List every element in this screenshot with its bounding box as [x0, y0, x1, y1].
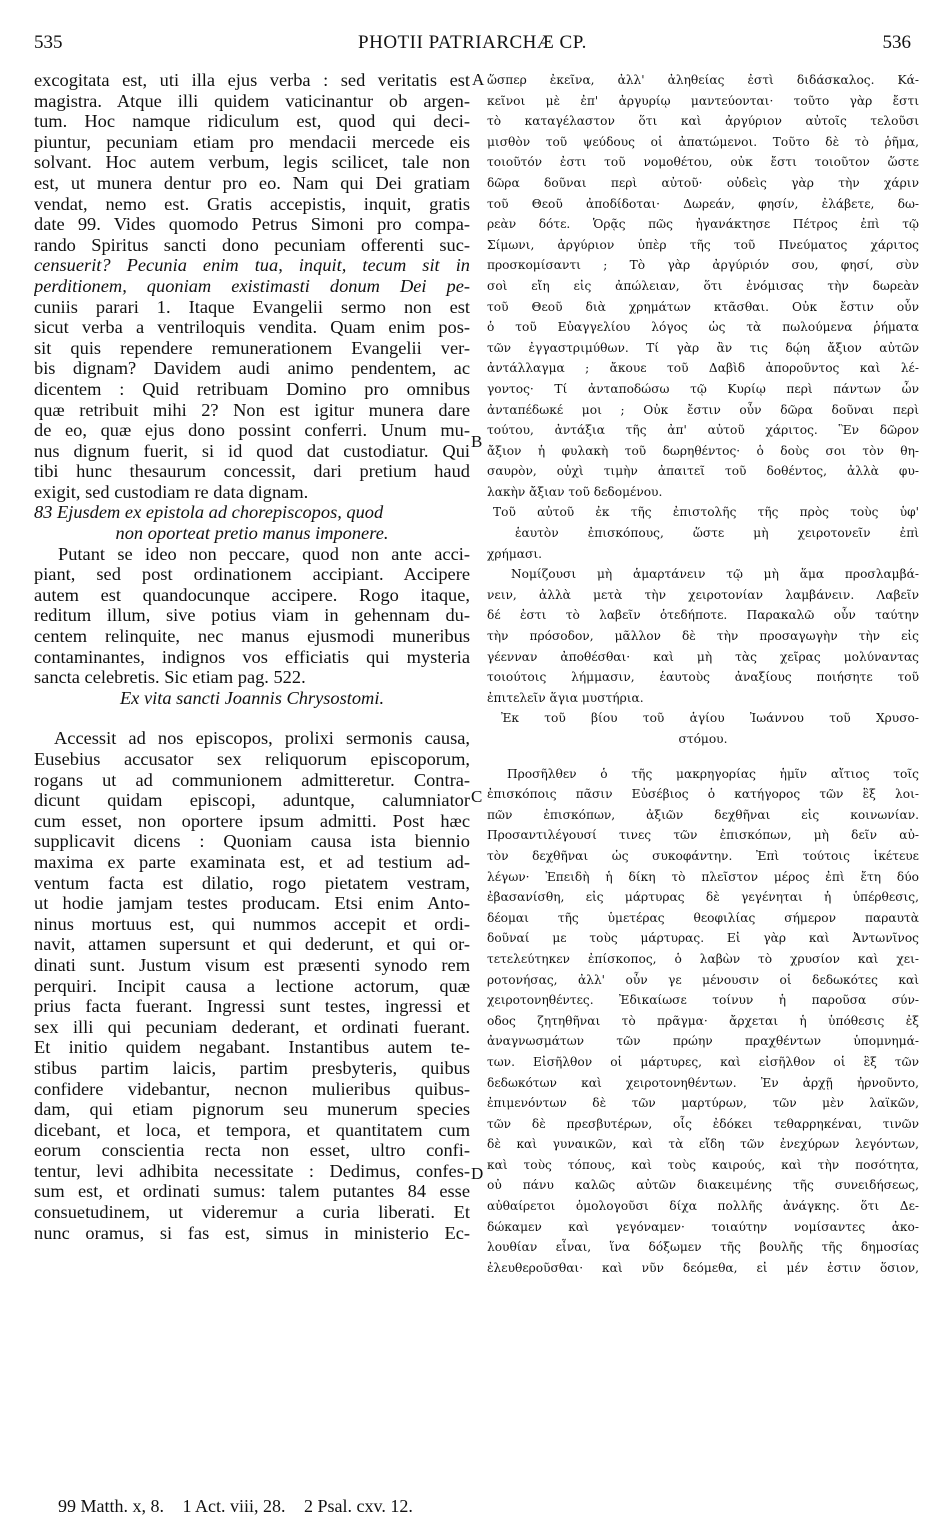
text-line: τῶν δὲ πρεσβυτέρων, οἷς ἐδόκει τεθαρρηκέναι, τινῶν: [487, 1116, 919, 1131]
margin-letter-b: B: [471, 432, 483, 451]
text-line: quæ retribuit mihi 2? Non est igitur munera dare: [34, 399, 470, 420]
text-line: solvant. Hoc autem verbum, legis scilicet, tale non: [34, 152, 470, 173]
text-line: δοῦναί με τοὺς μάρτυρας. Εἰ γὰρ καὶ Ἀντωνῖνος: [487, 931, 919, 946]
text-line: τοῦ Θεοῦ διὰ χρημάτων κτᾶσθαι. Οὐκ ἔστιν οὖν: [487, 299, 919, 314]
margin-letter-c: C: [471, 787, 483, 806]
greek-column: [487, 70, 919, 1278]
text-line: vendat, nemo est. Gratis accepistis, inquit, gratis: [34, 193, 470, 214]
latin-paragraph-3: [34, 728, 470, 1243]
text-line: κεῖνοι μὲ ἐπ' ἀργυρίῳ μαντεύονται· τοῦτο γὰρ ἔστι: [487, 93, 919, 108]
text-line: τοιούτοις λήμμασιν, ἑαυτοὺς ἀναξίους ποιήσητε τοῦ: [487, 670, 919, 685]
text-line: ἀνταπέδωκέ μοι ; Οὐκ ἔστιν οὖν δῶρα δοῦναι περὶ: [487, 402, 919, 417]
text-line: supplicavit dicens : Quoniam causa ista biennio: [34, 831, 470, 852]
text-line: ἐλευθεροῦσθαι· καὶ νῦν δεόμεθα, εἰ μέν ἐστιν ὅσιον,: [487, 1260, 919, 1275]
text-line: τοιοῦτόν ἐστι τοῦ νομοθέτου, οὐκ ἔστι τοιοῦτον ὥστε: [487, 155, 919, 170]
text-line: exigit, sed custodiam re data dignam.: [34, 481, 309, 502]
text-line: contaminantes, indignos vos efficiatis qui mysteria: [34, 646, 470, 667]
text-line: censuerit? Pecunia enim tua, inquit, tecum sit in: [34, 255, 470, 276]
greek-paragraph-2: [487, 564, 919, 708]
text-line: ἄξιον ἡ φυλακὴ τοῦ δωρηθέντος· ὁ δοὺς σοι τὸν θη-: [487, 443, 919, 458]
text-line: dicentem : Quid retribuam Domino pro omnibus: [34, 378, 470, 399]
latin-column: [34, 70, 470, 1243]
text-line: δεδωκότων καὶ χειροτονηθέντων. Ἐν ἀρχῇ ἠρνοῦντο,: [487, 1075, 919, 1090]
text-line: tum. Hoc namque ridiculum est, quod qui deci-: [34, 111, 470, 132]
text-line: dicunt quidam episcopi, aduntque, calumniator: [34, 790, 470, 811]
text-line: sancta celebretis. Sic etiam pag. 522.: [34, 667, 306, 688]
text-line: sit quis rependere remunerationem Evangelii ver-: [34, 337, 470, 358]
text-line: τούτου, ἀντάξια τῆς ἀπ' αὐτοῦ χάριτος. Ἓν δῶρον: [487, 423, 919, 438]
margin-letter-a: A: [472, 70, 485, 89]
text-line: Νομίζουσι μὴ ἁμαρτάνειν τῷ μὴ ἅμα προσλαμβά-: [511, 567, 919, 582]
text-line: ἐπισκόποις πᾶσιν Εὐσέβιος ὁ κατήγορος τῶν ἓξ λοι-: [487, 787, 919, 802]
text-line: nunc oramus, si fas est, simus in ministerio Ec-: [34, 1222, 470, 1243]
footnote: 1 Act. viii, 28.: [182, 1496, 286, 1516]
heading-line: χρήμασι.: [487, 546, 542, 561]
text-line: τῶν ἐγγαστριμύθων. Τί γὰρ ἂν τις δῴη ἄξιον αὐτῶν: [487, 340, 919, 355]
footnote: 99 Matth. x, 8.: [58, 1496, 164, 1516]
text-line: τετελεύτηκεν ἐπίσκοπος, ὁ λαβὼν τὸ χρυσίον καὶ χει-: [487, 951, 919, 966]
text-line: Putant se ideo non peccare, quod non ante acci-: [58, 543, 470, 564]
heading-line: Ἐκ τοῦ βίου τοῦ ἁγίου Ἰωάννου τοῦ Χρυσο-: [501, 711, 919, 726]
section-gap: [487, 750, 919, 764]
heading-line: 83 Ejusdem ex epistola ad chorepiscopos, quod: [34, 502, 384, 523]
text-line: confidere videbantur, necnon mulieribus quibus-: [34, 1078, 470, 1099]
text-line: consuetudinem, ut videremur a curia liberati. Et: [34, 1202, 470, 1223]
text-line: δὲ καὶ γυναικῶν, καὶ τὰ εἴδη τῶν ἐνεχύρων λεγόντων,: [487, 1137, 919, 1152]
greek-paragraph-3: [487, 764, 919, 1279]
text-line: τὸ καταγέλαστον ὅτι καὶ ἀργύριον αὐτοῖς τελοῦσι: [487, 114, 919, 129]
text-line: rogans ut ad communionem admitteretur. Contra-: [34, 769, 470, 790]
text-line: stibus partim laicis, partim presbyteris, quibus: [34, 1057, 470, 1078]
text-line: πῶν ἐπισκόπων, ἀξιῶν δεχθῆναι εἰς κοινωνίαν.: [487, 807, 919, 822]
latin-vita-heading: [34, 688, 470, 709]
text-line: sum est, et ordinati sumus: talem putantes 84 esse: [34, 1181, 470, 1202]
text-line: τὸν δεχθῆναι ὡς συκοφάντην. Ἐπὶ τούτοις ἱκέτευε: [487, 848, 919, 863]
text-line: δώκαμεν καὶ γεγόναμεν· τοιαύτην νομίσαντες ἀκο-: [487, 1219, 919, 1234]
text-line: γοντος· Τί ἀνταποδώσω τῷ Κυρίῳ περὶ πάντων ὧν: [487, 381, 919, 396]
text-line: centem relinquite, nec manus ejusmodi muneribus: [34, 626, 470, 647]
text-line: ut hodie jamjam testes producam. Etsi enim Anto-: [34, 893, 470, 914]
heading-line: ἑαυτὸν ἐπισκόπους, ὥστε μὴ χειροτονεῖν ἐπὶ: [515, 526, 919, 541]
text-line: excogitata est, uti illa ejus verba : sed veritatis est: [34, 70, 470, 90]
greek-section-heading-83: [487, 502, 919, 564]
text-line: bis dignam? Davidem audi animo pendentem, ac: [34, 358, 470, 379]
text-line: eorum conscientia recta non esset, ultro confi-: [34, 1140, 470, 1161]
text-line: dam, qui etiam pignorum seu munerum species: [34, 1099, 470, 1120]
text-line: tibi hunc thesaurum concessit, dari pretium haud: [34, 461, 470, 482]
text-line: γέενναν ἀποθέσθαι· καὶ μὴ τὰς χεῖρας μολύναντας: [487, 649, 919, 664]
text-line: καὶ τοὺς τόπους, καὶ τοὺς καιρούς, καὶ τὴν ποσότητα,: [487, 1157, 919, 1172]
text-line: ἀντάλλαγμα ; ἄκουε τοῦ Δαβὶδ ἀποροῦντος καὶ λέ-: [487, 361, 919, 376]
text-line: ὁ τοῦ Εὐαγγελίου λόγος ὡς τὰ πωλούμενα ῥήματα: [487, 320, 919, 335]
greek-vita-heading: [487, 708, 919, 749]
text-line: ἀναγνωσμάτων τῶν πρώην πραχθέντων ὑπομνημά-: [487, 1034, 919, 1049]
text-line: perquiri. Incipit causa a lectione actorum, quæ: [34, 975, 470, 996]
text-line: cum esset, non oportere ipsum admitti. Post hæc: [34, 810, 470, 831]
text-line: Σίμωνι, ἀργύριον ὑπὲρ τῆς τοῦ Πνεύματος χάριτος: [487, 237, 919, 252]
text-line: piuntur, pecuniam etiam pro mendacii mercede eis: [34, 131, 470, 152]
text-line: μισθὸν τοῦ ψεύδους οἱ ἀπατώμενοι. Τοῦτο δὲ τὸ ῥῆμα,: [487, 134, 919, 149]
text-line: date 99. Vides quomodo Petrus Simoni pro compa-: [34, 214, 470, 235]
text-line: χειροτονηθέντες. Ἐδικαίωσε τοίνυν ἡ παροῦσα σύν-: [487, 993, 919, 1008]
text-line: Accessit ad nos episcopos, prolixi sermonis causa,: [54, 728, 470, 749]
running-header: [28, 32, 917, 56]
text-line: prius facta fuerant. Ingressi sunt testes, ingressi et: [34, 996, 470, 1017]
text-line: maxima ex parte examinata est, et ad testium ad-: [34, 851, 470, 872]
text-line: autem est quandocunque accipere. Rogo itaque,: [34, 584, 470, 605]
text-line: νειν, ἀλλὰ μετὰ τὴν χειροτονίαν λαμβάνειν. Λαβεῖν: [487, 587, 919, 602]
heading-line: Ex vita sancti Joannis Chrysostomi.: [119, 687, 385, 708]
text-line: τὴν πρόσοδον, μᾶλλον δὲ τὴν προσαγωγὴν τὴν εἰς: [487, 629, 919, 644]
text-line: perditionem, quoniam existimasti donum Dei pe-: [34, 275, 470, 296]
text-line: nus dignum fuerit, si id quod dat custodiatur. Qui: [34, 440, 470, 461]
text-line: ἐπιτελεῖν ἅγια μυστήρια.: [487, 690, 644, 705]
text-line: δέομαι τῆς ὑμετέρας θεοφιλίας σήμερον παραυτὰ: [487, 910, 919, 925]
text-line: sex illi qui pecuniam dederant, et ordinati fuerant.: [34, 1016, 470, 1037]
footnote: 2 Psal. cxv. 12.: [304, 1496, 413, 1516]
section-gap: [34, 708, 470, 728]
text-line: est, ut munera dentur pro eo. Nam qui Dei gratiam: [34, 172, 470, 193]
heading-line: στόμου.: [678, 732, 728, 746]
running-title: PHOTII PATRIARCHÆ CP.: [358, 32, 587, 53]
text-line: reditum illum, sive potius viam in gehennam du-: [34, 605, 470, 626]
left-page-number: 535: [34, 32, 63, 53]
text-line: δέ ἐστι τὸ λαβεῖν ὁτεδήποτε. Παρακαλῶ οὖν ταύτην: [487, 608, 919, 623]
text-line: ἐβασανίσθη, εἰς μάρτυρας δὲ γεγένηται ἡ ὑπέρθεσις,: [487, 890, 919, 905]
text-line: προσκομίσαντι ; Τὸ γὰρ ἀργύριόν σου, φησί, σὺν: [487, 258, 919, 273]
text-line: Προσαντιλέγουσί τινες τῶν ἐπισκόπων, μὴ δεῖν αὐ-: [487, 828, 919, 843]
text-line: ninus mortuus est, qui nummos accepit et ordi-: [34, 913, 470, 934]
text-line: sicut verba a ventriloquis vendita. Quam enim pos-: [34, 317, 470, 338]
text-line: λουθίαν εἶναι, ἵνα δόξωμεν τῆς βουλῆς τῆς δημοσίας: [487, 1240, 919, 1255]
text-line: ρεὰν δότε. Ὁρᾷς πῶς ἠγανάκτησε Πέτρος ἐπὶ τῷ: [487, 217, 919, 232]
text-line: Et initio quidem negabant. Instantibus autem te-: [34, 1037, 470, 1058]
footnotes: [58, 1496, 427, 1517]
latin-paragraph-2: [34, 544, 470, 688]
text-line: de eo, quæ ejus dono possint conferri. Unum mu-: [34, 420, 470, 441]
text-line: λέγων· Ἐπειδὴ ἡ δίκη τὸ πλεῖστον μέρος ἐπὶ ἔτη δύο: [487, 869, 919, 884]
text-line: Προσῆλθεν ὁ τῆς μακρηγορίας ἡμῖν αἴτιος τοῖς: [507, 766, 919, 781]
text-line: λακὴν ἄξιαν τοῦ δεδομένου.: [487, 484, 663, 499]
text-line: αὐθαίρετοι ὁμολογοῦσι δίχα πολλῆς ἀνάγκης. ὅτι Δε-: [487, 1199, 919, 1214]
text-line: τοῦ Θεοῦ ἀποδίδοται· Δωρεάν, φησίν, ἐλάβετε, δω-: [487, 196, 919, 211]
text-line: rando Spiritus sancti dono pecuniam offerenti suc-: [34, 234, 470, 255]
text-line: dicebant, et loca, et tempora, et quantitatem cum: [34, 1119, 470, 1140]
latin-paragraph-1: [34, 70, 470, 502]
right-page-number: 536: [882, 32, 911, 53]
text-line: cuniis parari 1. Itaque Evangelii sermo non est: [34, 296, 470, 317]
margin-letter-d: D: [471, 1164, 484, 1183]
text-line: piant, sed post ordinationem accipiant. Accipere: [34, 564, 470, 585]
text-line: σαυρὸν, οὐχὶ τιμὴν ἀπαιτεῖ τοῦ δοθέντος, ἀλλὰ φυ-: [487, 464, 919, 479]
text-line: ὥσπερ ἐκεῖνα, ἀλλ' ἀληθείας ἐστὶ διδάσκαλος. Κά-: [487, 73, 919, 87]
greek-paragraph-1: [487, 70, 919, 502]
text-line: Eusebius accusator sex reliquorum episcoporum,: [34, 749, 470, 769]
heading-line: Τοῦ αὐτοῦ ἐκ τῆς ἐπιστολῆς τῆς πρὸς τοὺς ὑφ': [493, 505, 919, 520]
text-line: dinati sunt. Justum visum est præsenti synodo rem: [34, 954, 470, 975]
text-line: οὐ πάνυ καλῶς αὐτῶν διακειμένης τῆς συνειδήσεως,: [487, 1178, 919, 1193]
text-line: ἐπιμενόντων δὲ τῶν μαρτύρων, τῶν μὲν λαϊκῶν,: [487, 1096, 919, 1111]
text-line: magistra. Atque illi quidem vaticinantur ob argen-: [34, 90, 470, 111]
text-line: των. Εἰσῆλθον οἱ μάρτυρες, καὶ εἰσῆλθον οἱ ἓξ τῶν: [487, 1054, 919, 1069]
text-line: navit, attamen supersunt et qui dederunt, et qui or-: [34, 934, 470, 955]
text-line: οδος ζητηθῆναι τὸ πρᾶγμα· ἄρχεται ἡ ὑπόθεσις ἐξ: [487, 1013, 919, 1028]
latin-section-heading-83: [34, 502, 470, 543]
text-line: δῶρα δοῦναι περὶ αὐτοῦ· οὐδεὶς γὰρ τὴν χάριν: [487, 175, 919, 190]
text-line: σοὶ εἴη εἰς ἀπώλειαν, ὅτι ἐνόμισας τὴν δωρεὰν: [487, 278, 919, 293]
heading-line: non oporteat pretio manus imponere.: [115, 523, 389, 544]
text-line: ventum facta est dilatio, rogo pietatem vestram,: [34, 872, 470, 893]
text-line: tentur, levi adhibita necessitate : Dedimus, confes-: [34, 1160, 470, 1181]
text-line: ροτονήσας, ἀλλ' οὖν γε μένουσιν οἱ δεδωκότες καὶ: [487, 972, 919, 987]
